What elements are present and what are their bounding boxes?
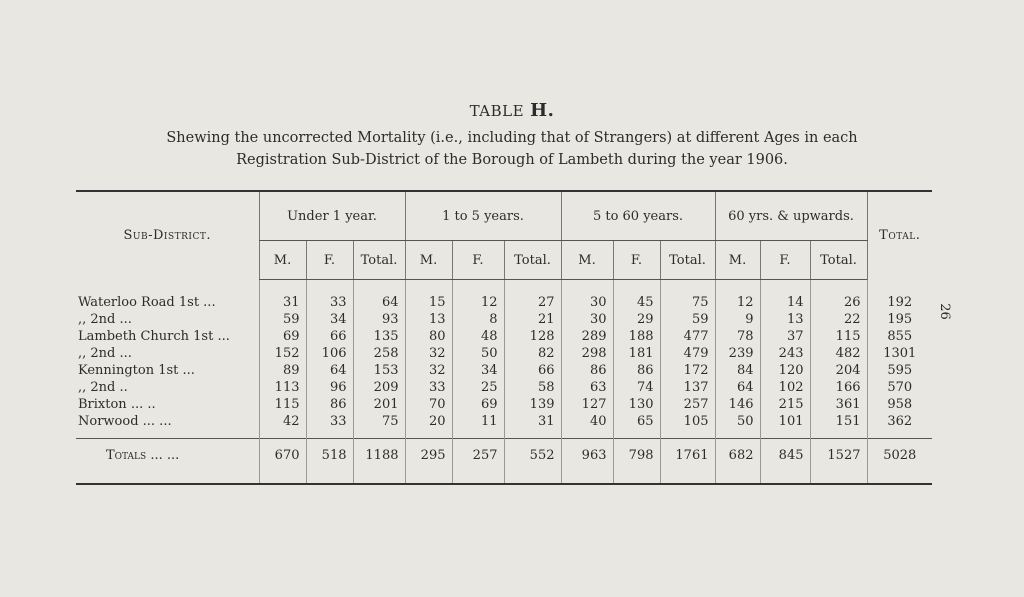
cell-value: 69 — [259, 328, 306, 345]
cell-value: 84 — [715, 362, 760, 379]
subheader-f: F. — [306, 241, 353, 280]
cell-value: 139 — [504, 396, 561, 413]
cell-value: 37 — [760, 328, 810, 345]
cell-value: 845 — [760, 439, 810, 472]
cell-value: 243 — [760, 345, 810, 362]
cell-value: 14 — [760, 294, 810, 311]
cell-value: 362 — [867, 413, 932, 430]
cell-value: 93 — [353, 311, 405, 328]
cell-value: 40 — [561, 413, 613, 430]
cell-value: 96 — [306, 379, 353, 396]
cell-value: 26 — [810, 294, 867, 311]
table-row — [76, 413, 932, 430]
table-row — [76, 311, 932, 328]
cell-value: 29 — [613, 311, 660, 328]
cell-value: 192 — [867, 294, 932, 311]
group-header-60-plus: 60 yrs. & upwards. — [715, 191, 867, 241]
cell-value: 30 — [561, 294, 613, 311]
cell-value: 482 — [810, 345, 867, 362]
cell-value: 204 — [810, 362, 867, 379]
cell-value: 45 — [613, 294, 660, 311]
cell-value: 74 — [613, 379, 660, 396]
sub-district-name: Brixton ... .. — [78, 397, 156, 412]
cell-value: 181 — [613, 345, 660, 362]
cell-value: 9 — [715, 311, 760, 328]
cell-value: 13 — [760, 311, 810, 328]
cell-value: 8 — [452, 311, 504, 328]
table-subtitle-line1: Shewing the uncorrected Mortality (i.e., including that of Strangers) at different Ages in each — [166, 130, 858, 146]
subheader-total: Total. — [353, 241, 405, 280]
table-row — [76, 328, 932, 345]
cell-value: 50 — [452, 345, 504, 362]
cell-value: 5028 — [867, 439, 932, 472]
cell-value: 86 — [561, 362, 613, 379]
table-row — [76, 294, 932, 311]
subheader-f: F. — [613, 241, 660, 280]
cell-value: 106 — [306, 345, 353, 362]
cell-value: 1301 — [867, 345, 932, 362]
sub-district-header: Sub-District. — [123, 228, 211, 244]
cell-value: 195 — [867, 311, 932, 328]
cell-value: 115 — [810, 328, 867, 345]
subheader-f: F. — [452, 241, 504, 280]
group-header-5-to-60: 5 to 60 years. — [561, 191, 715, 241]
cell-value: 153 — [353, 362, 405, 379]
cell-value: 58 — [504, 379, 561, 396]
subheader-m: M. — [715, 241, 760, 280]
sub-district-name: Lambeth Church 1st ... — [78, 329, 230, 344]
cell-value: 518 — [306, 439, 353, 472]
cell-value: 75 — [660, 294, 715, 311]
sub-district-name: ,, 2nd ... — [78, 346, 132, 361]
cell-value: 257 — [452, 439, 504, 472]
cell-value: 15 — [405, 294, 452, 311]
cell-value: 188 — [613, 328, 660, 345]
cell-value: 33 — [306, 294, 353, 311]
cell-value: 209 — [353, 379, 405, 396]
cell-value: 13 — [405, 311, 452, 328]
subheader-total: Total. — [810, 241, 867, 280]
cell-value: 215 — [760, 396, 810, 413]
cell-value: 12 — [715, 294, 760, 311]
cell-value: 27 — [504, 294, 561, 311]
subheader-total: Total. — [504, 241, 561, 280]
cell-value: 258 — [353, 345, 405, 362]
cell-value: 257 — [660, 396, 715, 413]
sub-district-name: Totals ... ... — [76, 439, 259, 472]
cell-value: 137 — [660, 379, 715, 396]
cell-value: 12 — [452, 294, 504, 311]
cell-value: 42 — [259, 413, 306, 430]
cell-value: 855 — [867, 328, 932, 345]
cell-value: 75 — [353, 413, 405, 430]
cell-value: 102 — [760, 379, 810, 396]
cell-value: 80 — [405, 328, 452, 345]
cell-value: 34 — [306, 311, 353, 328]
cell-value: 64 — [715, 379, 760, 396]
cell-value: 64 — [306, 362, 353, 379]
subheader-m: M. — [259, 241, 306, 280]
cell-value: 78 — [715, 328, 760, 345]
table-subtitle-line2: Registration Sub-District of the Borough of Lambeth during the year 1906. — [236, 152, 788, 168]
cell-value: 1527 — [810, 439, 867, 472]
cell-value: 798 — [613, 439, 660, 472]
sub-district-name: Waterloo Road 1st ... — [78, 295, 216, 310]
cell-value: 48 — [452, 328, 504, 345]
group-header-1-to-5: 1 to 5 years. — [405, 191, 561, 241]
sub-district-name: ,, 2nd .. — [78, 380, 128, 395]
cell-value: 59 — [259, 311, 306, 328]
cell-value: 50 — [715, 413, 760, 430]
table-row — [76, 345, 932, 362]
totals-row — [76, 439, 932, 472]
sub-district-name: ,, 2nd ... — [78, 312, 132, 327]
sub-district-name: Kennington 1st ... — [78, 363, 195, 378]
cell-value: 135 — [353, 328, 405, 345]
cell-value: 89 — [259, 362, 306, 379]
cell-value: 552 — [504, 439, 561, 472]
cell-value: 239 — [715, 345, 760, 362]
cell-value: 146 — [715, 396, 760, 413]
cell-value: 151 — [810, 413, 867, 430]
cell-value: 31 — [504, 413, 561, 430]
cell-value: 128 — [504, 328, 561, 345]
cell-value: 65 — [613, 413, 660, 430]
cell-value: 70 — [405, 396, 452, 413]
cell-value: 63 — [561, 379, 613, 396]
cell-value: 477 — [660, 328, 715, 345]
table-row — [76, 362, 932, 379]
cell-value: 1188 — [353, 439, 405, 472]
table-title-letter: H. — [530, 100, 555, 121]
table-row — [76, 379, 932, 396]
mortality-table — [76, 190, 932, 485]
subheader-m: M. — [561, 241, 613, 280]
cell-value: 127 — [561, 396, 613, 413]
cell-value: 130 — [613, 396, 660, 413]
cell-value: 86 — [613, 362, 660, 379]
cell-value: 33 — [306, 413, 353, 430]
cell-value: 289 — [561, 328, 613, 345]
table-title — [0, 100, 1024, 121]
cell-value: 152 — [259, 345, 306, 362]
total-header: Total. — [867, 191, 932, 280]
cell-value: 64 — [353, 294, 405, 311]
cell-value: 82 — [504, 345, 561, 362]
cell-value: 105 — [660, 413, 715, 430]
cell-value: 59 — [660, 311, 715, 328]
cell-value: 22 — [810, 311, 867, 328]
cell-value: 69 — [452, 396, 504, 413]
cell-value: 958 — [867, 396, 932, 413]
cell-value: 1761 — [660, 439, 715, 472]
cell-value: 963 — [561, 439, 613, 472]
cell-value: 670 — [259, 439, 306, 472]
cell-value: 120 — [760, 362, 810, 379]
subheader-m: M. — [405, 241, 452, 280]
cell-value: 166 — [810, 379, 867, 396]
cell-value: 295 — [405, 439, 452, 472]
cell-value: 25 — [452, 379, 504, 396]
cell-value: 11 — [452, 413, 504, 430]
cell-value: 30 — [561, 311, 613, 328]
cell-value: 101 — [760, 413, 810, 430]
subheader-f: F. — [760, 241, 810, 280]
cell-value: 20 — [405, 413, 452, 430]
cell-value: 570 — [867, 379, 932, 396]
cell-value: 113 — [259, 379, 306, 396]
cell-value: 201 — [353, 396, 405, 413]
cell-value: 682 — [715, 439, 760, 472]
cell-value: 32 — [405, 345, 452, 362]
table-title-prefix: TABLE — [469, 102, 525, 120]
cell-value: 21 — [504, 311, 561, 328]
cell-value: 361 — [810, 396, 867, 413]
cell-value: 66 — [306, 328, 353, 345]
table-row — [76, 396, 932, 413]
sub-district-name: Norwood ... ... — [78, 414, 172, 429]
group-header-under-1: Under 1 year. — [259, 191, 405, 241]
cell-value: 172 — [660, 362, 715, 379]
cell-value: 86 — [306, 396, 353, 413]
subheader-total: Total. — [660, 241, 715, 280]
cell-value: 479 — [660, 345, 715, 362]
cell-value: 595 — [867, 362, 932, 379]
cell-value: 32 — [405, 362, 452, 379]
cell-value: 31 — [259, 294, 306, 311]
cell-value: 33 — [405, 379, 452, 396]
cell-value: 66 — [504, 362, 561, 379]
cell-value: 298 — [561, 345, 613, 362]
cell-value: 34 — [452, 362, 504, 379]
page-number: 26 — [936, 303, 952, 320]
cell-value: 115 — [259, 396, 306, 413]
